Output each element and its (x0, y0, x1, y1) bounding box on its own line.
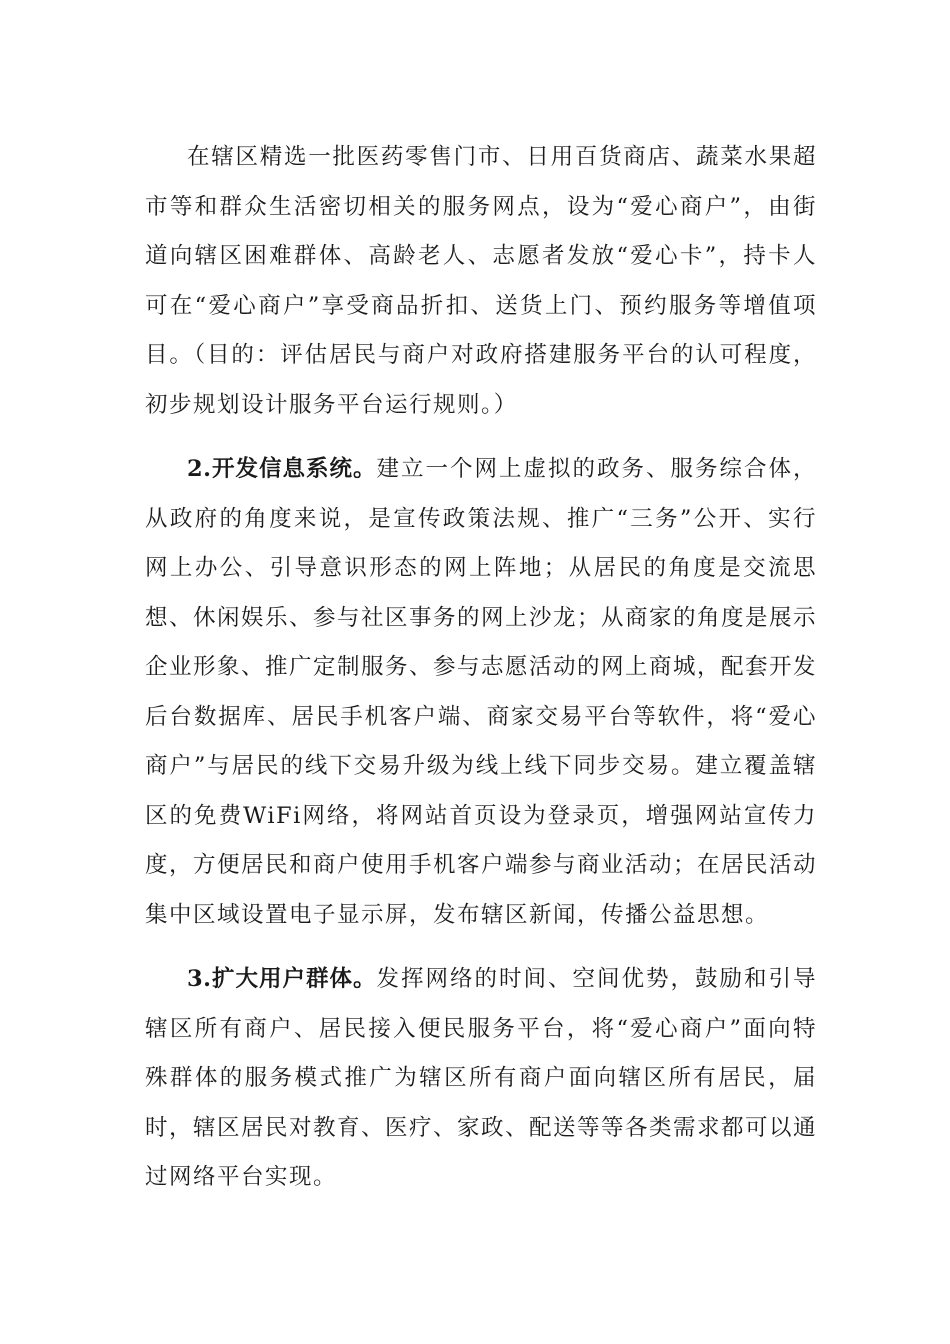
document-body (145, 133, 817, 1203)
paragraph-gap (145, 430, 817, 445)
paragraph-heading: 3.扩大用户群体。 (187, 966, 377, 992)
paragraph-love-merchants (145, 133, 817, 430)
paragraph-text: 在辖区精选一批医药零售门市、日用百货商店、蔬菜水果超市等和群众生活密切相关的服务网点，设为“爱心商户”，由街道向辖区困难群体、高龄老人、志愿者发放“爱心卡”，持卡人可在“爱心商户”享受商品折扣、送货上门、预约服务等增值项目。（目的：评估居民与商户对政府搭建服务平台的认可程度，初步规划设计服务平台运行规则。） (145, 144, 817, 418)
paragraph-develop-info-system (145, 445, 817, 940)
paragraph-text: 发挥网络的时间、空间优势，鼓励和引导辖区所有商户、居民接入便民服务平台，将“爱心商户”面向特殊群体的服务模式推广为辖区所有商户面向辖区所有居民，届时，辖区居民对教育、医疗、家政、配送等等各类需求都可以通过网络平台实现。 (145, 966, 818, 1190)
paragraph-gap (145, 940, 817, 955)
paragraph-heading: 2.开发信息系统。 (187, 456, 377, 482)
paragraph-text: 建立一个网上虚拟的政务、服务综合体，从政府的角度来说，是宣传政策法规、推广“三务”公开、实行网上办公、引导意识形态的网上阵地；从居民的角度是交流思想、休闲娱乐、参与社区事务的网上沙龙；从商家的角度是展示企业形象、推广定制服务、参与志愿活动的网上商城，配套开发后台数据库、居民手机客户端、商家交易平台等软件，将“爱心商户”与居民的线下交易升级为线上线下同步交易。建立覆盖辖区的免费WiFi网络，将网站首页设为登录页，增强网站宣传力度，方便居民和商户使用手机客户端参与商业活动；在居民活动集中区域设置电子显示屏，发布辖区新闻，传播公益思想。 (145, 456, 818, 928)
paragraph-expand-user-group (145, 955, 817, 1203)
